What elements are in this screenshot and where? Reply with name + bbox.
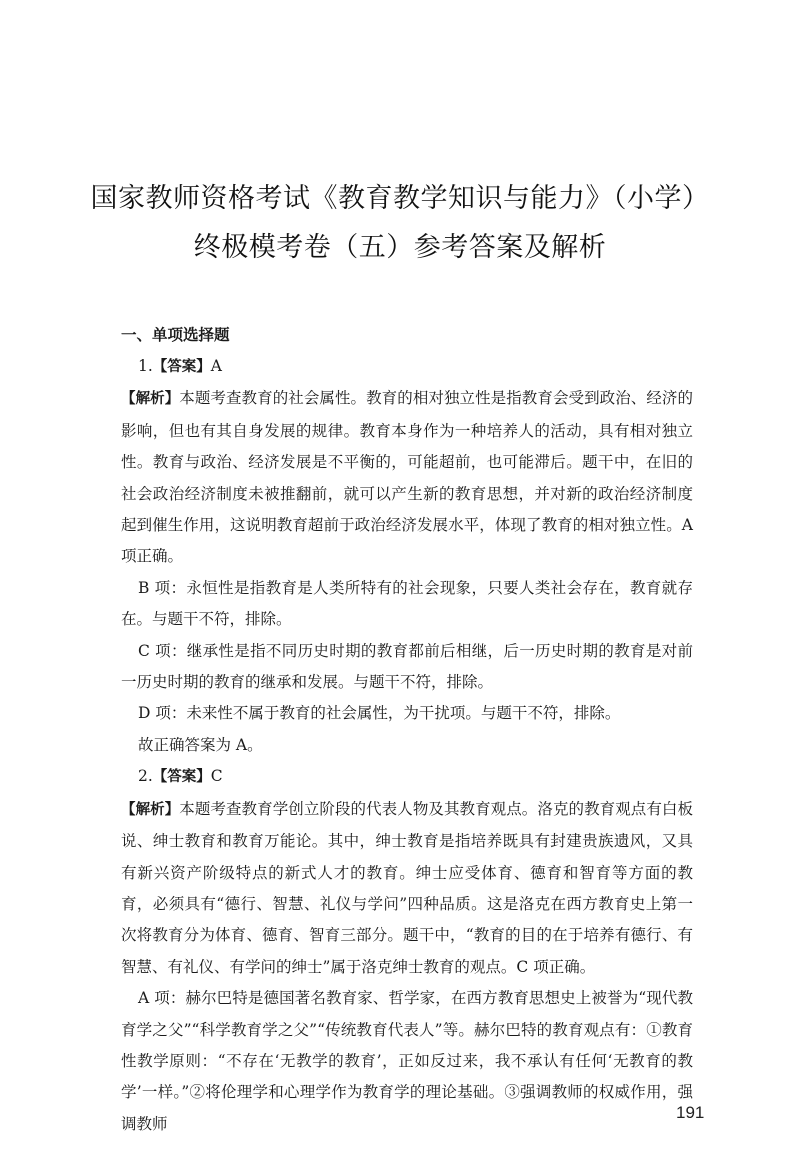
page-number: 191 [676,1103,705,1122]
q2-analysis-tag: 【解析】 [121,801,180,818]
q1-answer-tag: 【答案】 [152,359,211,375]
q1-analysis-text: 本题考查教育的社会属性。教育的相对独立性是指教育会受到政治、经济的影响，但也有其自身发展的规律。教育本身作为一种培养人的活动，具有相对独立性。教育与政治、经济发展是不平衡的，可能超前，也可能滞后。题干中，在旧的社会政治经济制度未被推翻前，就可以产生新的教育思想，并对新的政治经济制度起到催生作用，这说明教育超前于政治经济发展水平，体现了教育的相对独立性。A 项正确。 [121,389,693,566]
q1-analysis [121,383,693,572]
q1-option-c: C 项：继承性是指不同历史时期的教育都前后相继，后一历史时期的教育是对前一历史时期的教育的继承和发展。与题干不符，排除。 [121,641,693,692]
q2-answer-value: C [210,767,223,786]
q1-option-b: B 项：永恒性是指教育是人类所特有的社会现象，只要人类社会存在，教育就存在。与题干不符，排除。 [121,578,693,629]
document-title-line-1: 国家教师资格考试《教育教学知识与能力》（小学） [90,183,710,214]
q2-answer-line [121,761,693,793]
q2-option-a: A 项：赫尔巴特是德国著名教育家、哲学家，在西方教育思想史上被誉为“现代教育学之父”“科学教育学之父”“传统教育代表人”等。赫尔巴特的教育观点有：①教育性教学原则：“不存在‘无教学的教育’，正如反过来，我不承认有任何‘无教育的教学’一样。”②将伦理学和心理学作为教育学的理论基础。③强调教师的权威作用，强调教师 [121,989,693,1133]
section-heading: 一、单项选择题 [121,326,230,344]
q2-number: 2. [138,767,153,786]
q1-analysis-tag: 【解析】 [121,391,180,408]
q1-answer-line [121,351,693,383]
q2-analysis [121,794,693,983]
q1-answer-value: A [210,357,222,375]
answer-body [121,351,693,1140]
q1-number: 1. [138,357,153,375]
q2-analysis-text: 本题考查教育学创立阶段的代表人物及其教育观点。洛克的教育观点有白板说、绅士教育和教育万能论。其中，绅士教育是指培养既具有封建贵族遗风，又具有新兴资产阶级特点的新式人才的教育。绅士应受体育、德育和智育等方面的教育，必须具有“德行、智慧、礼仪与学问”四种品质。这是洛克在西方教育史上第一次将教育分为体育、德育、智育三部分。题干中，“教育的目的在于培养有德行、有智慧、有礼仪、有学问的绅士”属于洛克绅士教育的观点。C 项正确。 [121,799,693,976]
q1-option-d: D 项：未来性不属于教育的社会属性，为干扰项。与题干不符，排除。 [138,704,621,723]
document-title-line-2: 终极模考卷（五）参考答案及解析 [193,232,607,263]
q2-answer-tag: 【答案】 [152,769,211,786]
q1-conclusion: 故正确答案为 A。 [138,735,263,754]
